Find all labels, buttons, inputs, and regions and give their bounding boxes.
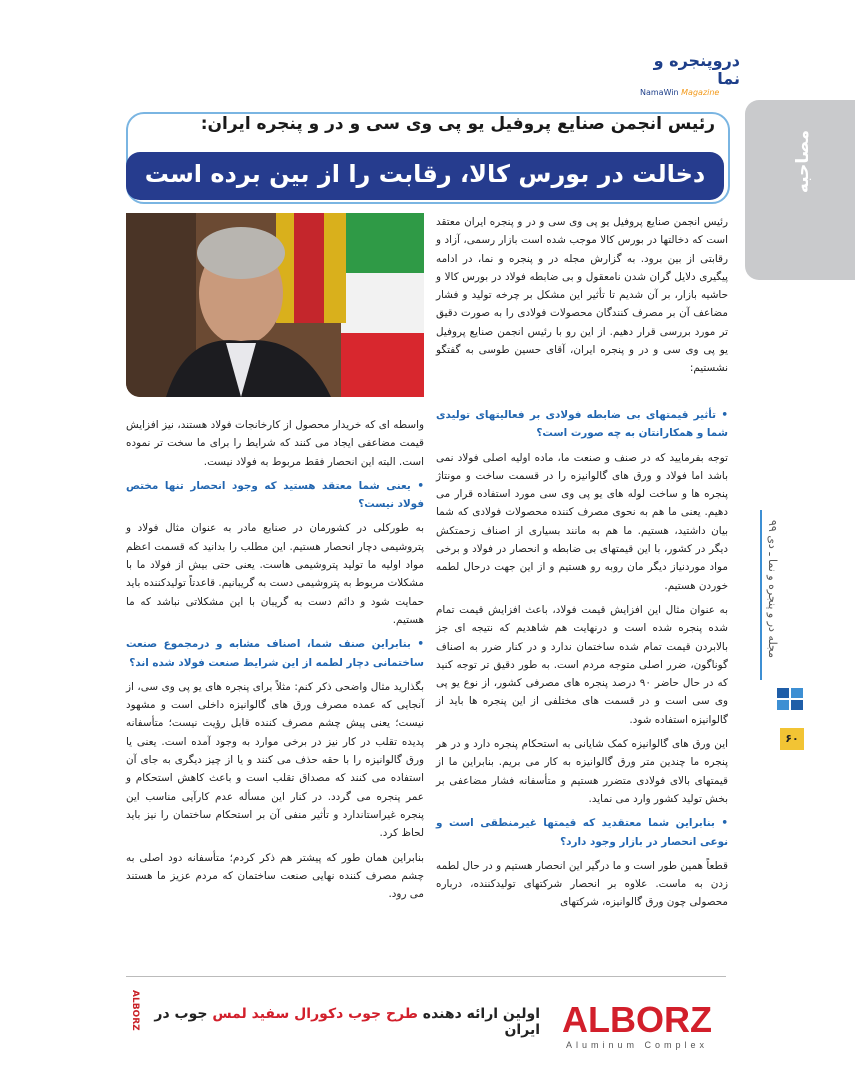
- question: • تأثیر قیمتهای بی ضابطه فولادی بر فعالیتهای تولیدی شما و همکارانتان به چه صورت است؟: [436, 409, 728, 440]
- article-headline: دخالت در بورس کالا، رقابت را از بین برده است: [144, 160, 706, 188]
- article-subtitle: رئیس انجمن صنایع پروفیل یو پی وی سی و در و پنجره ایران:: [200, 114, 715, 134]
- windows-logo-icon: [775, 686, 805, 712]
- alborz-subtitle: Aluminum Complex: [565, 1040, 709, 1050]
- intro-text: رئیس انجمن صنایع پروفیل یو پی وی سی و در و پنجره ایران معتقد است که دخالتها در بورس کالا موجب شده است بازار رسمی، آزاد و رقابتی از بین برود. به گزارش مجله در و پنجره و نما، در ادامه پیگیری دلایل گران شدن نامعقول و بی ضابطه فولاد در بورس کالا و حاشیه بازار، بر آن شدیم تا تأثیر این مشکل بر چرخه تولید و فشار مضاعف آن بر مصرف کنندگان محصولات فولادی را به صورت دقیق تر مورد بررسی قرار دهیم. از این رو با رئیس انجمن صنایع پروفیل یو پی وی سی و در و پنجره ایران، آقای حسین طوسی به گفتگو نشستیم:: [436, 216, 728, 375]
- sidebar-rule: [760, 510, 762, 680]
- magazine-issue-label: مجله در و پنجره و نما ـ دی ۹۹: [766, 520, 779, 658]
- answer-paragraph: به عنوان مثال این افزایش قیمت فولاد، باعث افزایش قیمت تمام شده پنجره شده است و درنهایت هم شاهدیم که نتیجه ای جز بالابردن قیمت تمام شده ساختمان ندارد و در کنار ضرر به اصناف گوناگون، ضرر اصلی متوجه مردم است. به طور دقیق تر توجه کنید که در حال حاضر ۹۰ درصد پنجره های مصرفی کشور، از نوع یو پی وی سی است و در قسمت های مختلفی از این پنجره ها باید از گالوانیزه استفاده شود.: [436, 603, 728, 726]
- alborz-logo: [545, 994, 730, 1054]
- magazine-logo-en: NamaWin Magazine: [640, 88, 720, 97]
- article-intro: [436, 213, 728, 384]
- question: • بنابراین صنف شما، اصناف مشابه و درمجموع صنعت ساختمانی دچار لطمه از این شرایط صنعت فولاد شده اند؟: [126, 638, 424, 669]
- right-column: [436, 406, 728, 918]
- answer-paragraph: قطعاً همین طور است و ما درگیر این انحصار هستیم و در حال لطمه زدن به ماست. علاوه بر انحصار شرکتهای تولیدکننده، درباره محصولی چون ورق گالوانیزه، شرکتهای: [436, 859, 728, 909]
- answer-paragraph: واسطه ای که خریدار محصول از کارخانجات فولاد هستند، نیز افزایش قیمت مضاعفی ایجاد می کنند که شرایط را برای ما سخت تر نموده است. البته این انحصار فقط مربوط به فولاد نیست.: [126, 419, 424, 468]
- section-tab-label: مصاحبه: [793, 130, 813, 194]
- interviewee-photo: [126, 213, 424, 397]
- answer-paragraph: توجه بفرمایید که در صنف و صنعت ما، ماده اولیه اصلی فولاد نمی باشد اما فولاد و ورق های گالوانیزه را در قسمت ساخت و مونتاژ پنجره ها و ساخت لوله های یو پی وی سی مورد استفاده قرار می دهیم. یعنی ما هم به نحوی مصرف کننده محصولات فولادی که شما بیان داشتید، هستیم. ما هم به مانند بسیاری از اصناف زحمتکش دیگر در کشور، با این قیمتهای بی ضابطه و انحصار در فولاد و برخی مواد موردنیاز دیگر مان روبه رو هستیم و از این جهت درحال لطمه خوردن هستیم.: [436, 451, 728, 592]
- alborz-wordmark: ALBORZ: [562, 999, 712, 1040]
- answer-paragraph: به طورکلی در کشورمان در صنایع مادر به عنوان مثال فولاد و پتروشیمی دچار انحصار هستیم. این مطلب را بدانید که قسمت اعظم مواد اولیه ما تولید پتروشیمی هاست. یعنی حتی بیش از فولاد ما با مشکلات مربوط به پتروشیمی دست به گریبانیم. قاعدتاً تولیدکننده باید حمایت شود و دائم دست به گریبان با این مشکلاتی نباشد که ما هستیم.: [126, 522, 424, 626]
- left-column: [126, 416, 424, 909]
- page-number: ۶۰: [780, 728, 804, 750]
- answer-paragraph: بنابراین همان طور که پیشتر هم ذکر کردم؛ متأسفانه دود اصلی به چشم مصرف کننده نهایی صنعت ساختمان که مردم عزیز ما هستند می رود.: [126, 851, 424, 901]
- magazine-logo: [640, 51, 740, 97]
- question: • بنابراین شما معتقدید که قیمتها غیرمنطقی است و نوعی انحصار در بازار وجود دارد؟: [436, 817, 728, 848]
- footer-divider: [126, 976, 726, 977]
- small-brand-logo: ALBORZ: [130, 990, 140, 1031]
- magazine-logo-fa: دروپنجره و نما: [653, 51, 740, 88]
- answer-paragraph: این ورق های گالوانیزه کمک شایانی به استحکام پنجره دارد و در هر پنجره ما چندین متر ورق گالوانیزه به کار می بریم. بنابراین ما از قیمتهای بالای فولادی متضرر هستیم و متأسفانه فشار مضاعفی بر بخش تولید کشور وارد می نماید.: [436, 738, 728, 805]
- section-tab: [745, 100, 855, 280]
- photo-svg: [126, 213, 424, 397]
- ad-slogan: اولین ارائه دهنده طرح جوب دکورال سفید لمس جوب در ایران: [154, 1006, 540, 1038]
- question: • یعنی شما معتقد هستید که وجود انحصار تنها مختص فولاد نیست؟: [126, 479, 424, 511]
- answer-paragraph: بگذارید مثال واضحی ذکر کنم: مثلاً برای پنجره های یو پی وی سی، از آنجایی که عمده مصرف ورق های گالوانیزه داخلی است و مشهود نیست؛ یعنی پیش چشم مصرف کننده قابل رؤیت نیست؛ متأسفانه پدیده تقلب در کار نیز در برخی موارد به وجود آمده است. یعنی یا ورق گالوانیزه را با حقه حذف می کنند و یا از چیز دیگری به جای آن استفاده می کنند که مصداق تقلب است و باعث کاهش استحکام و عمر پنجره می گردد. در کنار این مسأله عدم کارآیی مناسب این پنجره غیراستاندارد و تأثیر منفی آن بر استحکام ساختمان را نیز باید لحاظ کرد.: [126, 680, 424, 840]
